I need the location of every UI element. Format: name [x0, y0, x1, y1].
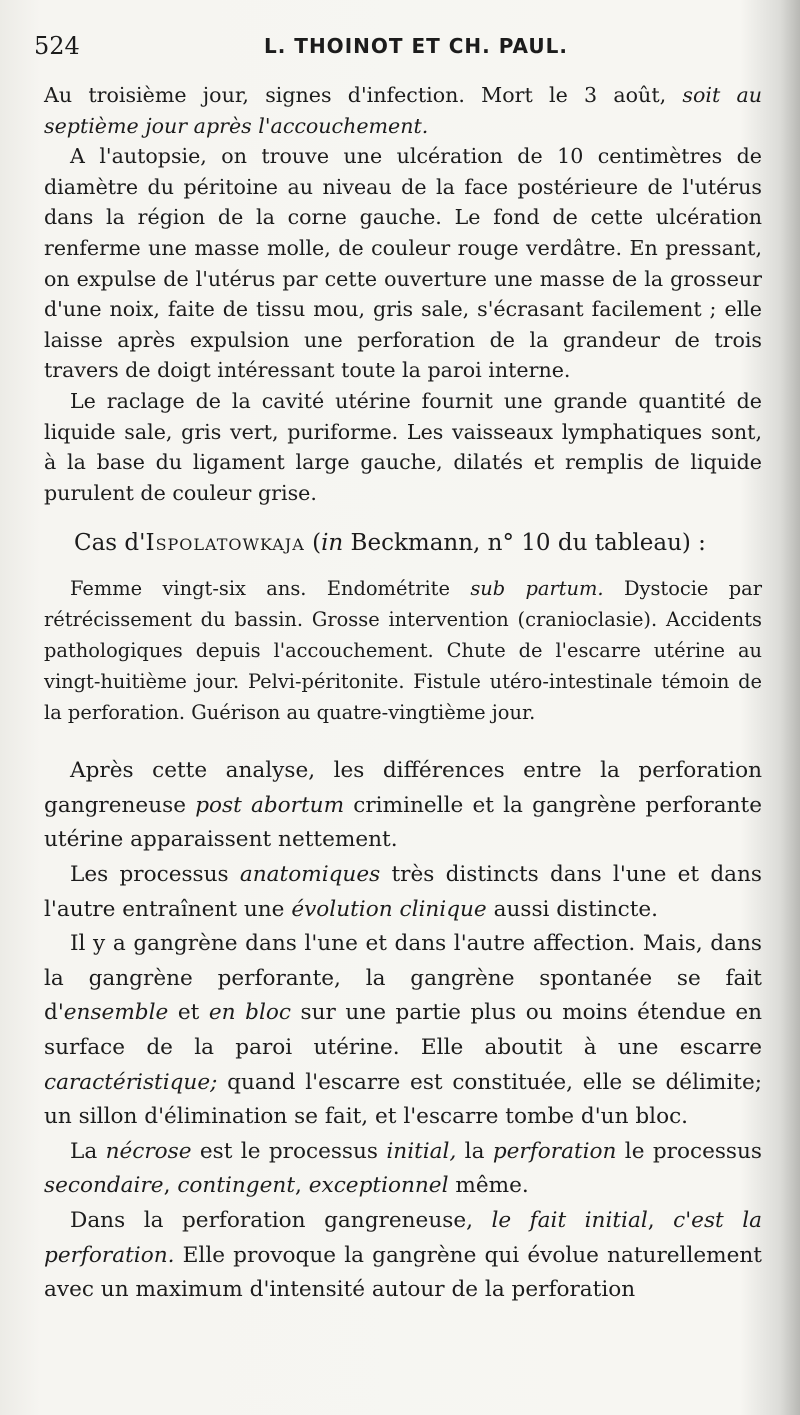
text: La — [70, 1138, 106, 1164]
paragraph — [44, 1135, 762, 1204]
italic-text: post abortum — [195, 792, 345, 818]
page-header — [34, 32, 760, 64]
text: la — [456, 1138, 493, 1164]
text: criminelle et la gangrène perforante utérine apparaissent nettement. — [44, 792, 762, 853]
text: , — [647, 1208, 674, 1234]
paragraph — [44, 754, 762, 858]
paragraph — [44, 80, 762, 141]
text: Elle provoque la gangrène qui évolue naturellement avec un maximum d'intensité autour de la perforation — [44, 1242, 762, 1303]
italic-text: exceptionnel — [308, 1173, 449, 1199]
text: Au troisième jour, signes d'infection. Mort le 3 août, — [44, 83, 683, 107]
italic-text: sub partum. — [470, 577, 604, 601]
case-name: Ispolatowkaja — [145, 530, 305, 557]
italic-text: en bloc — [208, 1000, 291, 1026]
text: , — [295, 1173, 309, 1199]
paragraph — [44, 1204, 762, 1308]
case-summary — [44, 574, 762, 728]
paragraph-curettage: Le raclage de la cavité utérine fournit une grande quantité de liquide sale, gris vert, puriforme. Les vaisseaux lymphatiques sont, à la base du ligament large gauche, dilatés et remplis de liquide purulent de couleur grise. — [44, 388, 762, 505]
running-head: L. THOINOT ET CH. PAUL. — [264, 34, 568, 58]
paragraph — [44, 858, 762, 927]
text: très distincts dans l'une et dans l'autre entraînent une — [44, 862, 762, 922]
italic-text: caractéristique; — [44, 1069, 218, 1095]
spacer — [44, 728, 762, 754]
text: , — [163, 1173, 178, 1199]
italic-text: contingent — [177, 1173, 295, 1199]
italic-text: évolution clinique — [291, 896, 487, 922]
text: Dans la perforation gangreneuse, — [70, 1208, 492, 1234]
text: Beckmann, n° 10 du tableau) : — [343, 530, 706, 557]
italic-text: initial, — [386, 1138, 457, 1164]
text: le processus — [616, 1138, 763, 1164]
italic-text: anatomiques — [239, 862, 381, 888]
italic-text: soit au septième jour après l'accouchement. — [44, 83, 763, 138]
italic-text: le fait initial — [491, 1208, 648, 1234]
italic-text: secondaire — [44, 1173, 164, 1199]
text: Femme vingt-six ans. Endométrite — [70, 577, 471, 601]
italic-text: perforation — [492, 1138, 617, 1164]
italic-text: c'est la perforation. — [44, 1208, 763, 1268]
text: et — [168, 1000, 209, 1026]
text: Les processus — [70, 862, 240, 888]
page-body — [44, 80, 762, 1308]
italic-text: nécrose — [105, 1138, 192, 1164]
text: aussi distincte. — [486, 896, 659, 922]
text: est le processus — [191, 1138, 387, 1164]
case-heading — [74, 528, 762, 558]
italic-text: in — [321, 530, 344, 557]
text: même. — [448, 1173, 529, 1199]
text: quand l'escarre est constituée, elle se délimite; un sillon d'élimination se fait, et l'escarre tombe d'un bloc. — [44, 1069, 762, 1130]
paragraph — [44, 927, 762, 1135]
text: Dystocie par rétrécissement du bassin. Grosse intervention (cranioclasie). Accidents pathologiques depuis l'accouchement. Chute de l'escarre utérine au vingt-huitième jour. Pelvi-péritonite. Fistule utéro-intestinale témoin de la perforation. Guérison au quatre-vingtième jour. — [44, 577, 762, 724]
text: Après cette analyse, les différences entre la perforation gangreneuse — [44, 758, 762, 818]
text: sur une partie plus ou moins étendue en surface de la paroi utérine. Elle aboutit à une escarre — [44, 1000, 763, 1061]
text: ( — [304, 530, 322, 557]
text: Il y a gangrène dans l'une et dans l'autre affection. Mais, dans la gangrène perforante, la gangrène spontanée se fait d' — [44, 931, 762, 1026]
text: Cas d' — [74, 530, 146, 557]
italic-text: ensemble — [63, 1000, 169, 1026]
page-number: 524 — [34, 32, 80, 60]
paragraph-autopsy: A l'autopsie, on trouve une ulcération de 10 centimètres de diamètre du péritoine au niveau de la face postérieure de l'utérus dans la région de la corne gauche. Le fond de cette ulcération renferme une masse molle, de couleur rouge verdâtre. En pressant, on expulse de l'utérus par cette ouverture une masse de la grosseur d'une noix, faite de tissu mou, gris sale, s'écrasant facilement ; elle laisse après expulsion une perforation de la grandeur de trois travers de doigt intéressant toute la paroi interne. — [44, 144, 762, 383]
